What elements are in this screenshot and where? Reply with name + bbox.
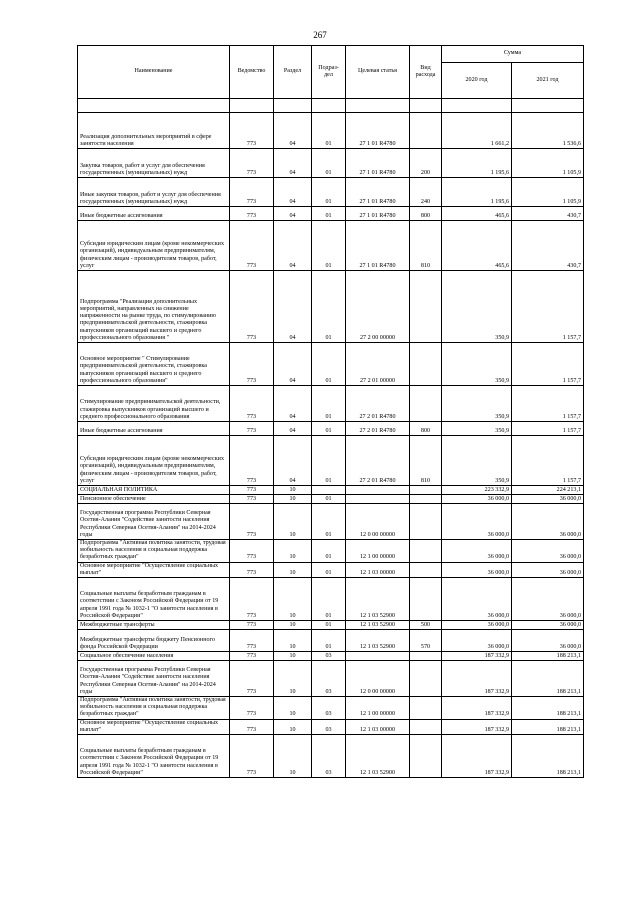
- row-sum-2020: 36 000,0: [442, 504, 512, 540]
- table-row: [78, 562, 584, 577]
- row-razdel: 04: [274, 436, 312, 486]
- row-vedomstvo: 773: [230, 436, 274, 486]
- table-row: [78, 386, 584, 422]
- row-sum-2021: 188 213,1: [512, 652, 584, 661]
- table-row: [78, 113, 584, 149]
- row-cst: 27 1 01 R4780: [346, 207, 410, 221]
- row-name: Социальное обеспечение населения: [78, 652, 230, 661]
- row-vedomstvo: 773: [230, 578, 274, 621]
- row-podrazdel: 01: [312, 621, 346, 630]
- row-name: Межбюджетные трансферты: [78, 621, 230, 630]
- row-vedomstvo: 773: [230, 221, 274, 271]
- row-cst: [346, 486, 410, 495]
- row-sum-2021: 188 213,1: [512, 697, 584, 720]
- row-name: Субсидии юридическим лицам (кроме некоммерческих организаций), индивидуальным предпринимателям, физическим лицам - производителям товаров, работ, услуг: [78, 436, 230, 486]
- row-razdel: 04: [274, 343, 312, 386]
- row-cst: 27 2 00 00000: [346, 271, 410, 343]
- row-cst: 12 1 03 00000: [346, 719, 410, 734]
- row-cst: 12 1 03 52900: [346, 578, 410, 621]
- row-razdel: 10: [274, 661, 312, 697]
- row-razdel: 04: [274, 271, 312, 343]
- row-name: Основное мероприятие "Осуществление социальных выплат": [78, 719, 230, 734]
- table-body: [78, 99, 584, 778]
- row-sum-2020: 350,9: [442, 343, 512, 386]
- row-sum-2020: 36 000,0: [442, 621, 512, 630]
- table-row: [78, 486, 584, 495]
- row-razdel: 04: [274, 221, 312, 271]
- row-sum-2020: 187 332,9: [442, 735, 512, 778]
- row-sum-2021: 36 000,0: [512, 630, 584, 652]
- row-podrazdel: 03: [312, 719, 346, 734]
- row-name: Субсидии юридическим лицам (кроме некоммерческих организаций), индивидуальным предпринимателям, физическим лицам - производителям товаров, работ, услуг: [78, 221, 230, 271]
- row-sum-2021: 36 000,0: [512, 495, 584, 504]
- row-podrazdel: 01: [312, 504, 346, 540]
- row-sum-2020: 465,6: [442, 221, 512, 271]
- row-vedomstvo: 773: [230, 486, 274, 495]
- row-vid: 240: [410, 178, 442, 207]
- row-sum-2021: 1 105,9: [512, 178, 584, 207]
- row-cst: 12 0 00 00000: [346, 504, 410, 540]
- row-sum-2020: 36 000,0: [442, 540, 512, 563]
- row-vid: [410, 386, 442, 422]
- row-razdel: 10: [274, 719, 312, 734]
- table-row: [78, 661, 584, 697]
- row-vedomstvo: 773: [230, 630, 274, 652]
- row-vid: 500: [410, 621, 442, 630]
- row-vedomstvo: 773: [230, 621, 274, 630]
- row-razdel: 10: [274, 495, 312, 504]
- row-vedomstvo: 773: [230, 113, 274, 149]
- row-podrazdel: 01: [312, 495, 346, 504]
- header-year-2021: 2021 год: [512, 63, 584, 99]
- table-row: [78, 735, 584, 778]
- row-vid: 200: [410, 149, 442, 178]
- table-row: [78, 652, 584, 661]
- row-sum-2021: 188 213,1: [512, 719, 584, 734]
- row-vid: 800: [410, 207, 442, 221]
- row-name: Иные бюджетные ассигнования: [78, 422, 230, 436]
- row-cst: 27 1 01 R4780: [346, 113, 410, 149]
- table-row: [78, 504, 584, 540]
- row-razdel: 10: [274, 630, 312, 652]
- header-vid: Вид расхода: [410, 46, 442, 99]
- row-podrazdel: 01: [312, 540, 346, 563]
- row-vid: [410, 486, 442, 495]
- header-year-2020: 2020 год: [442, 63, 512, 99]
- row-razdel: 10: [274, 621, 312, 630]
- row-podrazdel: [312, 486, 346, 495]
- row-cst: 27 2 01 00000: [346, 343, 410, 386]
- table-row: [78, 540, 584, 563]
- row-sum-2020: 350,9: [442, 386, 512, 422]
- row-sum-2021: 36 000,0: [512, 504, 584, 540]
- row-cst: 27 1 01 R4780: [346, 178, 410, 207]
- row-cst: 12 0 00 00000: [346, 661, 410, 697]
- row-podrazdel: 01: [312, 436, 346, 486]
- row-name: Закупка товаров, работ и услуг для обеспечения государственных (муниципальных) нужд: [78, 149, 230, 178]
- row-sum-2020: 36 000,0: [442, 578, 512, 621]
- row-cst: 12 1 00 00000: [346, 540, 410, 563]
- row-vedomstvo: 773: [230, 661, 274, 697]
- row-razdel: 10: [274, 562, 312, 577]
- row-sum-2020: 350,9: [442, 436, 512, 486]
- row-vedomstvo: 773: [230, 207, 274, 221]
- row-vedomstvo: 773: [230, 540, 274, 563]
- row-vid: [410, 271, 442, 343]
- row-sum-2021: 224 213,1: [512, 486, 584, 495]
- page-number: 267: [313, 30, 327, 40]
- row-sum-2020: 1 661,2: [442, 113, 512, 149]
- row-podrazdel: 01: [312, 343, 346, 386]
- row-sum-2021: 1 157,7: [512, 436, 584, 486]
- row-vid: [410, 578, 442, 621]
- row-name: Основное мероприятие "Осуществление социальных выплат": [78, 562, 230, 577]
- row-vid: 570: [410, 630, 442, 652]
- row-vid: 800: [410, 422, 442, 436]
- row-razdel: 04: [274, 422, 312, 436]
- row-sum-2021: 36 000,0: [512, 621, 584, 630]
- row-sum-2021: 1 105,9: [512, 149, 584, 178]
- row-sum-2021: 430,7: [512, 207, 584, 221]
- row-sum-2020: 350,9: [442, 422, 512, 436]
- row-podrazdel: 01: [312, 207, 346, 221]
- row-name: Подпрограмма "Активная политика занятости, трудовая мобильность населения и социальная поддержка безработных граждан": [78, 697, 230, 720]
- row-vedomstvo: 773: [230, 735, 274, 778]
- row-sum-2021: 36 000,0: [512, 562, 584, 577]
- row-vedomstvo: 773: [230, 178, 274, 207]
- row-vid: [410, 540, 442, 563]
- row-vedomstvo: 773: [230, 149, 274, 178]
- row-podrazdel: 01: [312, 578, 346, 621]
- row-razdel: 04: [274, 113, 312, 149]
- row-vedomstvo: 773: [230, 343, 274, 386]
- row-sum-2020: 350,9: [442, 271, 512, 343]
- table-row: [78, 578, 584, 621]
- table-header: [78, 46, 584, 99]
- row-cst: 12 1 03 52900: [346, 621, 410, 630]
- row-cst: 27 2 01 R4780: [346, 436, 410, 486]
- row-vedomstvo: 773: [230, 719, 274, 734]
- row-vedomstvo: 773: [230, 495, 274, 504]
- row-podrazdel: 01: [312, 113, 346, 149]
- row-sum-2020: 187 332,9: [442, 697, 512, 720]
- row-vedomstvo: 773: [230, 422, 274, 436]
- row-podrazdel: 03: [312, 652, 346, 661]
- row-vid: [410, 504, 442, 540]
- row-sum-2021: 1 157,7: [512, 422, 584, 436]
- row-sum-2020: 465,6: [442, 207, 512, 221]
- header-name: Наименование: [78, 46, 230, 99]
- row-vid: [410, 735, 442, 778]
- row-vid: [410, 343, 442, 386]
- header-cst: Целевая статья: [346, 46, 410, 99]
- row-name: СОЦИАЛЬНАЯ ПОЛИТИКА: [78, 486, 230, 495]
- table-row: [78, 207, 584, 221]
- row-cst: 12 1 03 00000: [346, 562, 410, 577]
- header-vedomstvo: Ведомство: [230, 46, 274, 99]
- row-sum-2020: 36 000,0: [442, 495, 512, 504]
- row-name: Пенсионное обеспечение: [78, 495, 230, 504]
- table-row: [78, 221, 584, 271]
- row-podrazdel: 01: [312, 386, 346, 422]
- row-sum-2020: 187 332,9: [442, 661, 512, 697]
- row-sum-2021: 1 536,6: [512, 113, 584, 149]
- row-sum-2021: 430,7: [512, 221, 584, 271]
- header-podrazdel: Подраз-дел: [312, 46, 346, 99]
- row-sum-2020: 1 195,6: [442, 149, 512, 178]
- spacer-row: [78, 99, 584, 113]
- table-row: [78, 271, 584, 343]
- row-name: Иные закупки товаров, работ и услуг для обеспечения государственных (муниципальных) нужд: [78, 178, 230, 207]
- table-row: [78, 495, 584, 504]
- table-row: [78, 621, 584, 630]
- row-razdel: 04: [274, 149, 312, 178]
- row-cst: 12 1 03 52900: [346, 735, 410, 778]
- row-vid: [410, 661, 442, 697]
- row-sum-2020: 1 195,6: [442, 178, 512, 207]
- row-sum-2020: 187 332,9: [442, 719, 512, 734]
- header-summa: Сумма: [442, 46, 584, 63]
- row-sum-2021: 1 157,7: [512, 271, 584, 343]
- row-sum-2020: 187 332,9: [442, 652, 512, 661]
- row-cst: 27 2 01 R4780: [346, 422, 410, 436]
- row-podrazdel: 01: [312, 178, 346, 207]
- header-razdel: Раздел: [274, 46, 312, 99]
- row-razdel: 04: [274, 178, 312, 207]
- row-sum-2020: 223 332,9: [442, 486, 512, 495]
- row-cst: 27 1 01 R4780: [346, 221, 410, 271]
- row-vedomstvo: 773: [230, 652, 274, 661]
- row-vid: [410, 719, 442, 734]
- row-cst: 27 1 01 R4780: [346, 149, 410, 178]
- row-sum-2021: 36 000,0: [512, 540, 584, 563]
- row-name: Государственная программа Республики Северная Осетия-Алания "Содействие занятости населения Республики Северная Осетия-Алания" на 2014-2024 годы: [78, 661, 230, 697]
- table-row: [78, 697, 584, 720]
- table-row: [78, 436, 584, 486]
- row-sum-2020: 36 000,0: [442, 562, 512, 577]
- row-podrazdel: 01: [312, 562, 346, 577]
- table-row: [78, 178, 584, 207]
- row-name: Социальные выплаты безработным гражданам в соответствии с Законом Российской Федерации от 19 апреля 1991 года № 1032-1 "О занятости населения в Российской Федерации": [78, 578, 230, 621]
- row-vid: [410, 697, 442, 720]
- row-sum-2021: 1 157,7: [512, 386, 584, 422]
- row-name: Реализация дополнительных мероприятий в сфере занятости населения: [78, 113, 230, 149]
- row-vedomstvo: 773: [230, 386, 274, 422]
- row-razdel: 10: [274, 540, 312, 563]
- row-vedomstvo: 773: [230, 562, 274, 577]
- row-podrazdel: 01: [312, 149, 346, 178]
- table-row: [78, 422, 584, 436]
- row-razdel: 10: [274, 578, 312, 621]
- row-razdel: 10: [274, 486, 312, 495]
- row-cst: [346, 495, 410, 504]
- row-vid: [410, 562, 442, 577]
- row-razdel: 10: [274, 697, 312, 720]
- row-name: Государственная программа Республики Северная Осетия-Алания "Содействие занятости населения Республики Северная Осетия-Алания" на 2014-2024 годы: [78, 504, 230, 540]
- row-razdel: 04: [274, 207, 312, 221]
- row-razdel: 10: [274, 735, 312, 778]
- row-sum-2021: 188 213,1: [512, 661, 584, 697]
- row-razdel: 04: [274, 386, 312, 422]
- table-row: [78, 719, 584, 734]
- row-sum-2021: 36 000,0: [512, 578, 584, 621]
- row-name: Основное мероприятие " Стимулирование предпринимательской деятельности, стажировка выпускников организаций высшего и среднего профессионального образования": [78, 343, 230, 386]
- row-name: Межбюджетные трансферты бюджету Пенсионного фонда Российской Федерации: [78, 630, 230, 652]
- row-podrazdel: 01: [312, 630, 346, 652]
- budget-table: [77, 45, 584, 778]
- row-vid: 810: [410, 221, 442, 271]
- row-razdel: 10: [274, 652, 312, 661]
- table-row: [78, 149, 584, 178]
- row-cst: 12 1 03 52900: [346, 630, 410, 652]
- row-razdel: 10: [274, 504, 312, 540]
- row-vid: [410, 652, 442, 661]
- row-vid: 810: [410, 436, 442, 486]
- row-name: Стимулирование предпринимательской деятельности, стажировка выпускников организаций высшего и среднего профессионального образования: [78, 386, 230, 422]
- row-podrazdel: 03: [312, 735, 346, 778]
- row-cst: 12 1 00 00000: [346, 697, 410, 720]
- row-cst: 27 2 01 R4780: [346, 386, 410, 422]
- row-vedomstvo: 773: [230, 504, 274, 540]
- row-sum-2020: 36 000,0: [442, 630, 512, 652]
- row-vedomstvo: 773: [230, 271, 274, 343]
- row-vedomstvo: 773: [230, 697, 274, 720]
- row-name: Подпрограмма "Активная политика занятости, трудовая мобильность населения и социальная поддержка безработных граждан": [78, 540, 230, 563]
- row-vid: [410, 495, 442, 504]
- table-row: [78, 343, 584, 386]
- row-podrazdel: 01: [312, 271, 346, 343]
- row-podrazdel: 03: [312, 661, 346, 697]
- row-sum-2021: 1 157,7: [512, 343, 584, 386]
- row-podrazdel: 01: [312, 221, 346, 271]
- row-vid: [410, 113, 442, 149]
- row-sum-2021: 188 213,1: [512, 735, 584, 778]
- table-row: [78, 630, 584, 652]
- row-name: Подпрограмма "Реализация дополнительных мероприятий, направленных на снижение напряженности на рынке труда, по стимулированию предпринимательской деятельности, стажировка выпускников организаций высшего и среднего профессионального образования ": [78, 271, 230, 343]
- row-podrazdel: 01: [312, 422, 346, 436]
- row-name: Социальные выплаты безработным гражданам в соответствии с Законом Российской Федерации от 19 апреля 1991 года № 1032-1 "О занятости населения в Российской Федерации": [78, 735, 230, 778]
- row-name: Иные бюджетные ассигнования: [78, 207, 230, 221]
- row-cst: [346, 652, 410, 661]
- row-podrazdel: 03: [312, 697, 346, 720]
